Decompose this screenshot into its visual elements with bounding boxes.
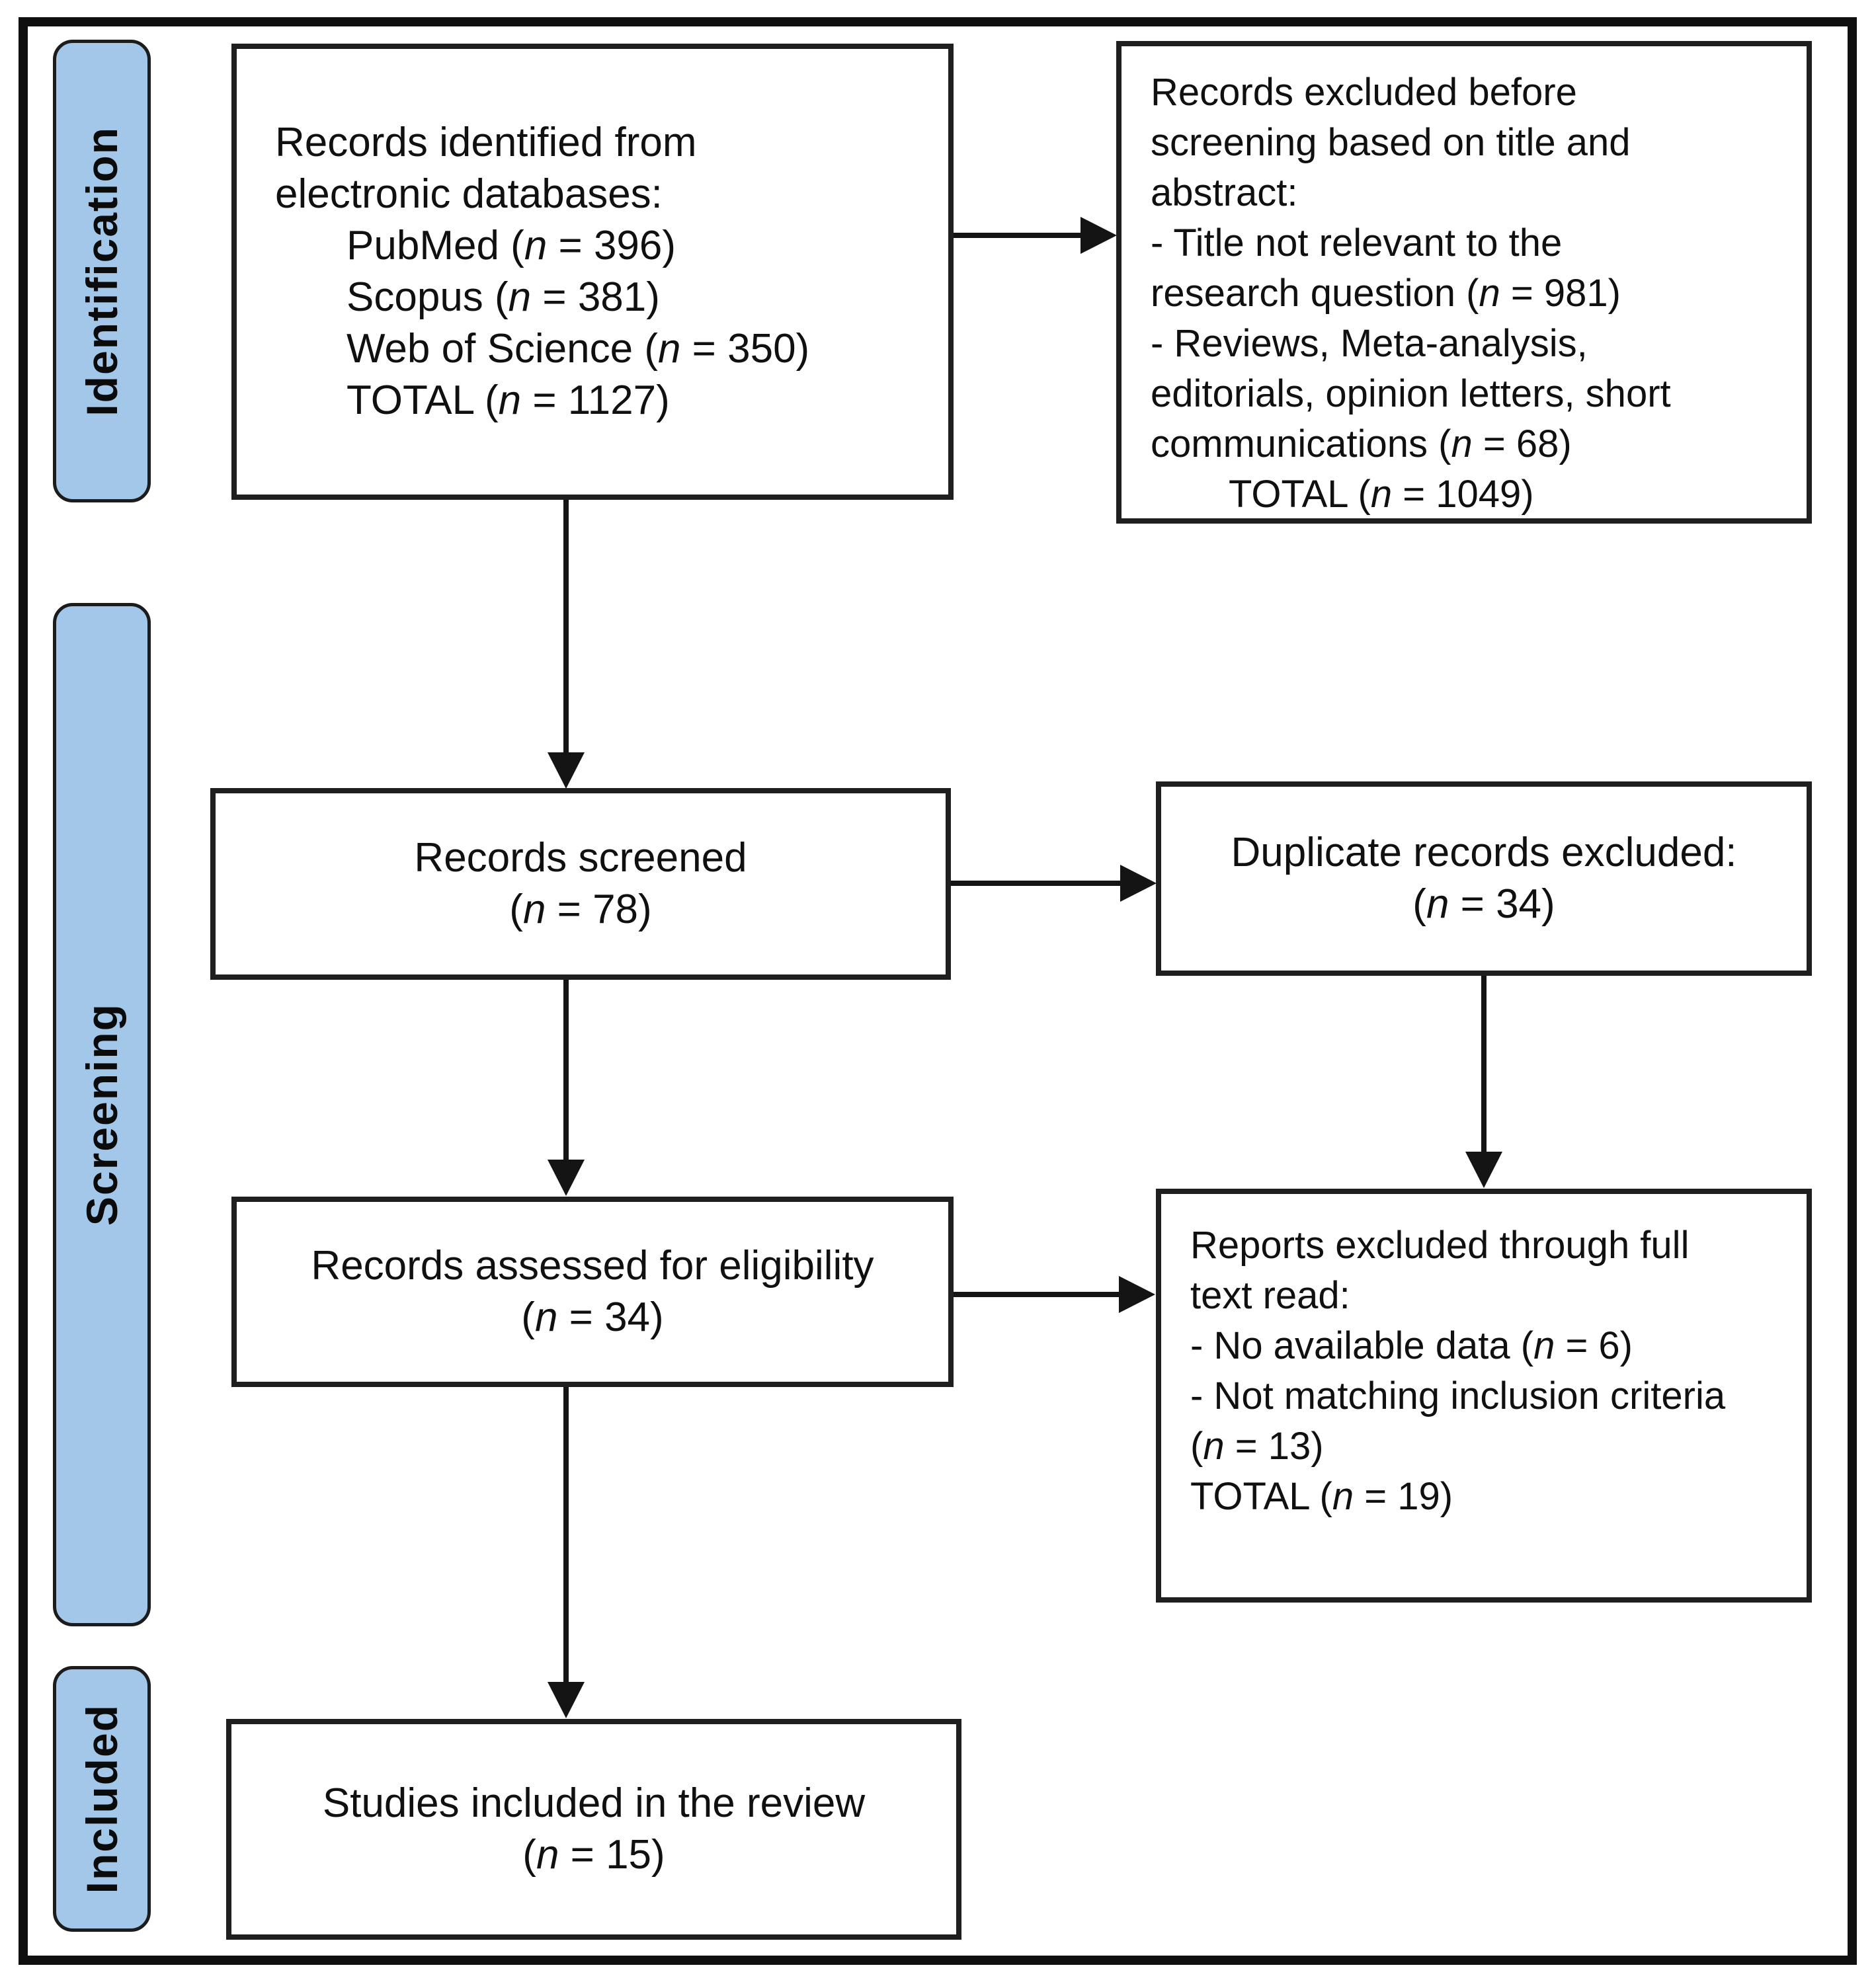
box-line: (n = 34) — [521, 1294, 664, 1340]
arrow-line — [563, 1387, 569, 1682]
box-line: communications (n = 68) — [1151, 422, 1572, 465]
box-reports-excluded-full-text — [1156, 1189, 1812, 1603]
box-line: TOTAL (n = 1049) — [1229, 473, 1534, 516]
arrow-line — [563, 500, 569, 756]
stage-bar-included — [53, 1666, 151, 1932]
arrow-head-icon — [548, 1682, 585, 1718]
box-line: Records assessed for eligibility — [311, 1243, 874, 1289]
arrow-head-icon — [1120, 865, 1157, 902]
box-line: TOTAL (n = 19) — [1190, 1475, 1453, 1518]
arrow-line — [951, 881, 1122, 886]
box-line: - Reviews, Meta-analysis, — [1151, 322, 1588, 365]
box-line: Studies included in the review — [322, 1780, 866, 1826]
box-line: Records screened — [414, 835, 747, 881]
arrow-line — [563, 980, 569, 1161]
stage-label-included: Included — [77, 1704, 126, 1894]
box-studies-included — [226, 1719, 961, 1940]
arrow-head-icon — [548, 752, 585, 789]
box-line: - Title not relevant to the — [1151, 221, 1563, 264]
box-line: text read: — [1190, 1274, 1350, 1317]
box-line: - No available data (n = 6) — [1190, 1324, 1633, 1367]
box-line: Duplicate records excluded: — [1231, 830, 1737, 875]
box-line: abstract: — [1151, 171, 1298, 214]
box-line: editorials, opinion letters, short — [1151, 372, 1671, 415]
box-line: electronic databases: — [275, 171, 663, 217]
box-line: Records excluded before — [1151, 71, 1577, 114]
box-records-assessed-eligibility — [231, 1197, 954, 1387]
box-line: screening based on title and — [1151, 121, 1631, 164]
box-line: Web of Science (n = 350) — [347, 326, 810, 372]
box-line: (n = 78) — [509, 887, 652, 932]
box-line: Reports excluded through full — [1190, 1224, 1690, 1267]
box-line: TOTAL (n = 1127) — [347, 377, 670, 423]
arrow-line — [954, 1292, 1120, 1297]
arrow-line — [954, 233, 1086, 238]
box-line: (n = 13) — [1190, 1425, 1324, 1468]
box-line: - Not matching inclusion criteria — [1190, 1374, 1726, 1417]
arrow-line — [1481, 976, 1487, 1153]
stage-bar-screening — [53, 603, 151, 1626]
arrow-head-icon — [548, 1160, 585, 1196]
box-line: (n = 34) — [1412, 881, 1555, 927]
arrow-head-icon — [1119, 1276, 1155, 1313]
box-records-screened — [210, 788, 951, 980]
box-duplicate-records-excluded — [1156, 781, 1812, 976]
arrow-head-icon — [1081, 217, 1117, 254]
box-line: Scopus (n = 381) — [347, 274, 660, 320]
box-line: PubMed (n = 396) — [347, 223, 676, 268]
box-line: research question (n = 981) — [1151, 272, 1621, 315]
stage-label-identification: Identification — [77, 126, 126, 417]
stage-bar-identification — [53, 40, 151, 502]
arrow-head-icon — [1465, 1152, 1502, 1188]
box-line: (n = 15) — [522, 1832, 665, 1878]
box-records-excluded-before-screening — [1116, 41, 1812, 524]
box-records-identified — [231, 44, 954, 500]
box-line: Records identified from — [275, 120, 697, 165]
stage-label-screening: Screening — [77, 1003, 126, 1226]
